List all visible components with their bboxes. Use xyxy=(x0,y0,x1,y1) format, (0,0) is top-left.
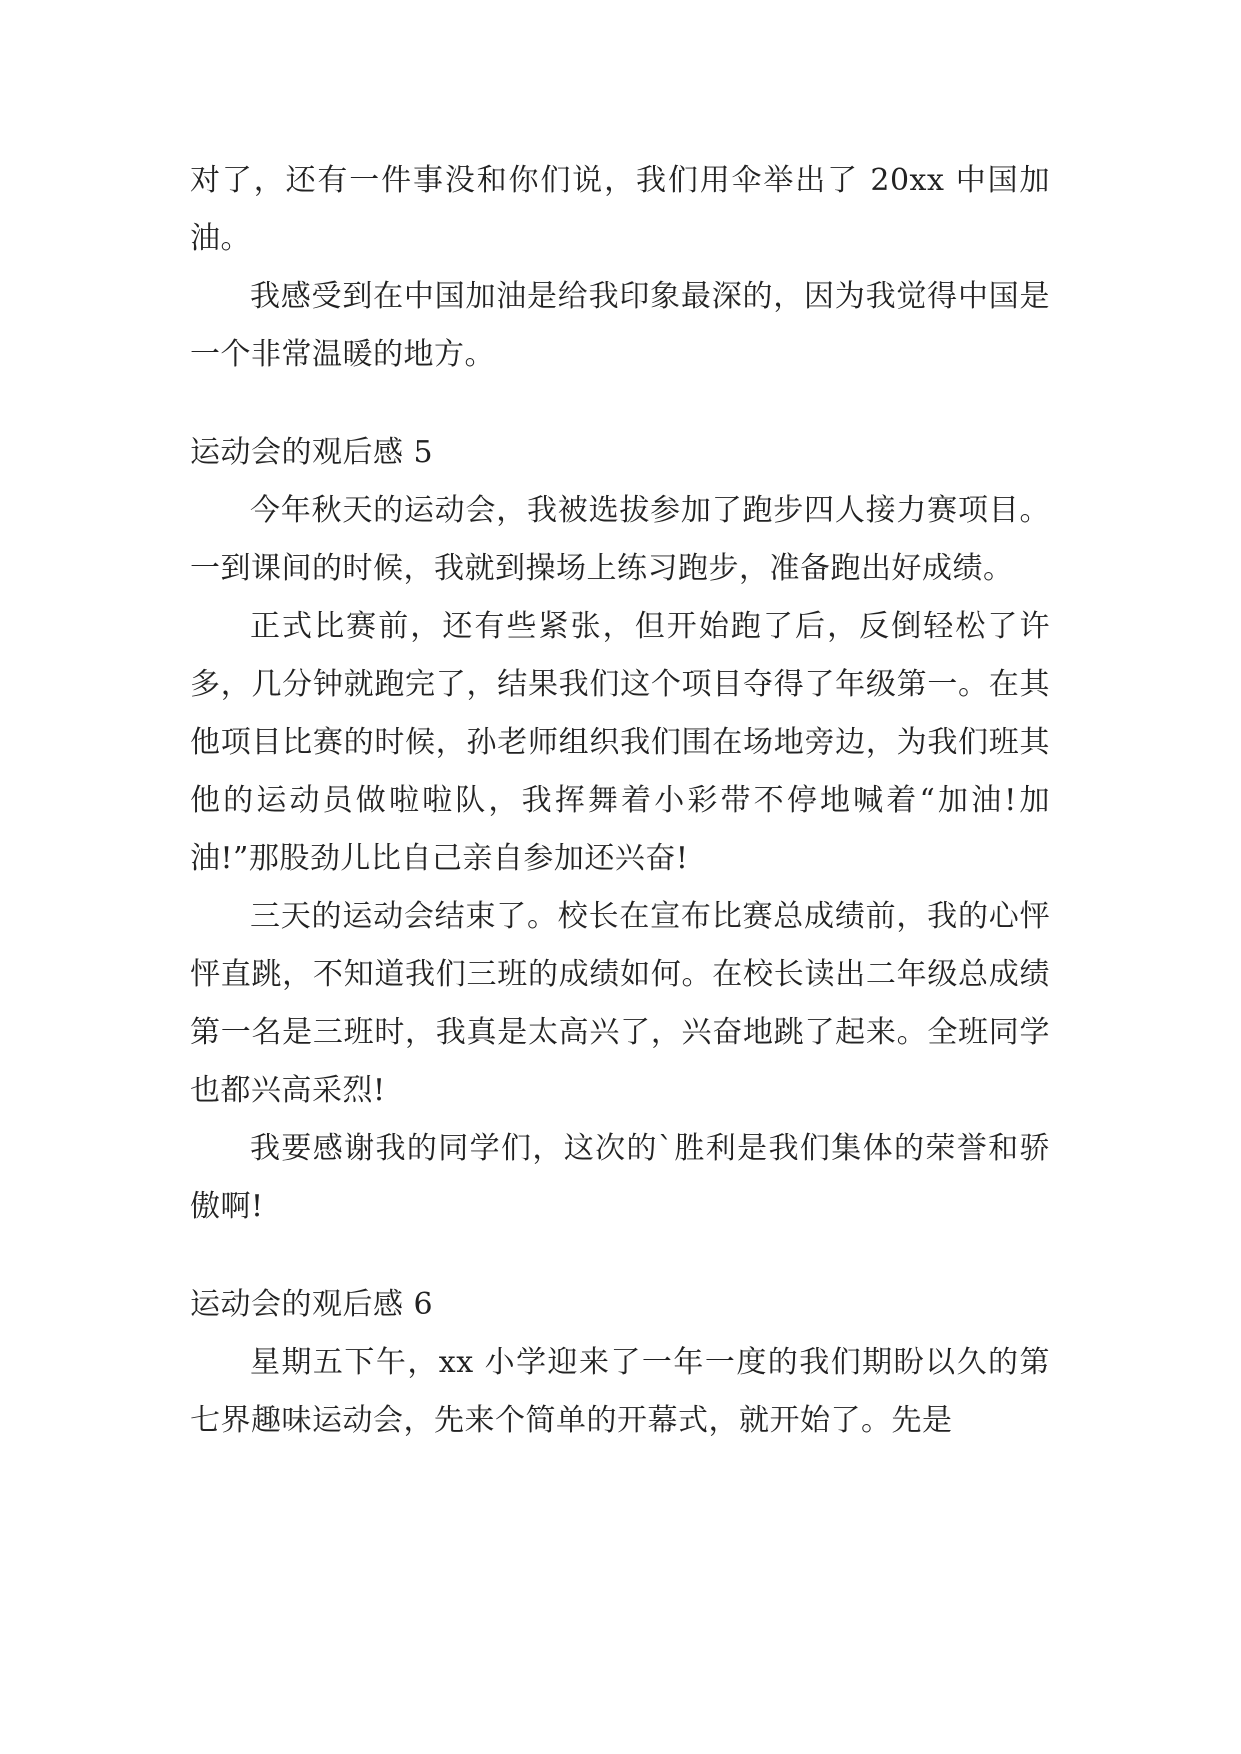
paragraph: 我感受到在中国加油是给我印象最深的，因为我觉得中国是一个非常温暖的地方。 xyxy=(190,279,1050,372)
paragraph: 星期五下午，xx 小学迎来了一年一度的我们期盼以久的第七界趣味运动会，先来个简单的开幕式，就开始了。先是 xyxy=(190,1345,1050,1438)
paragraph: 三天的运动会结束了。校长在宣布比赛总成绩前，我的心怦怦直跳，不知道我们三班的成绩如何。在校长读出二年级总成绩第一名是三班时，我真是太高兴了，兴奋地跳了起来。全班同学也都兴高采烈! xyxy=(190,899,1050,1108)
document-body xyxy=(190,152,1050,1450)
paragraph: 今年秋天的运动会，我被选拔参加了跑步四人接力赛项目。一到课间的时候，我就到操场上练习跑步，准备跑出好成绩。 xyxy=(190,493,1050,586)
section-heading: 运动会的观后感 6 xyxy=(190,1287,434,1322)
paragraph: 我要感谢我的同学们，这次的`胜利是我们集体的荣誉和骄傲啊! xyxy=(190,1131,1050,1224)
section-heading: 运动会的观后感 5 xyxy=(190,435,434,470)
paragraph: 正式比赛前，还有些紧张，但开始跑了后，反倒轻松了许多，几分钟就跑完了，结果我们这个项目夺得了年级第一。在其他项目比赛的时候，孙老师组织我们围在场地旁边，为我们班其他的运动员做啦啦队，我挥舞着小彩带不停地喊着“加油!加油!”那股劲儿比自己亲自参加还兴奋! xyxy=(190,609,1050,876)
paragraph: 对了，还有一件事没和你们说，我们用伞举出了 20xx 中国加油。 xyxy=(190,163,1050,256)
